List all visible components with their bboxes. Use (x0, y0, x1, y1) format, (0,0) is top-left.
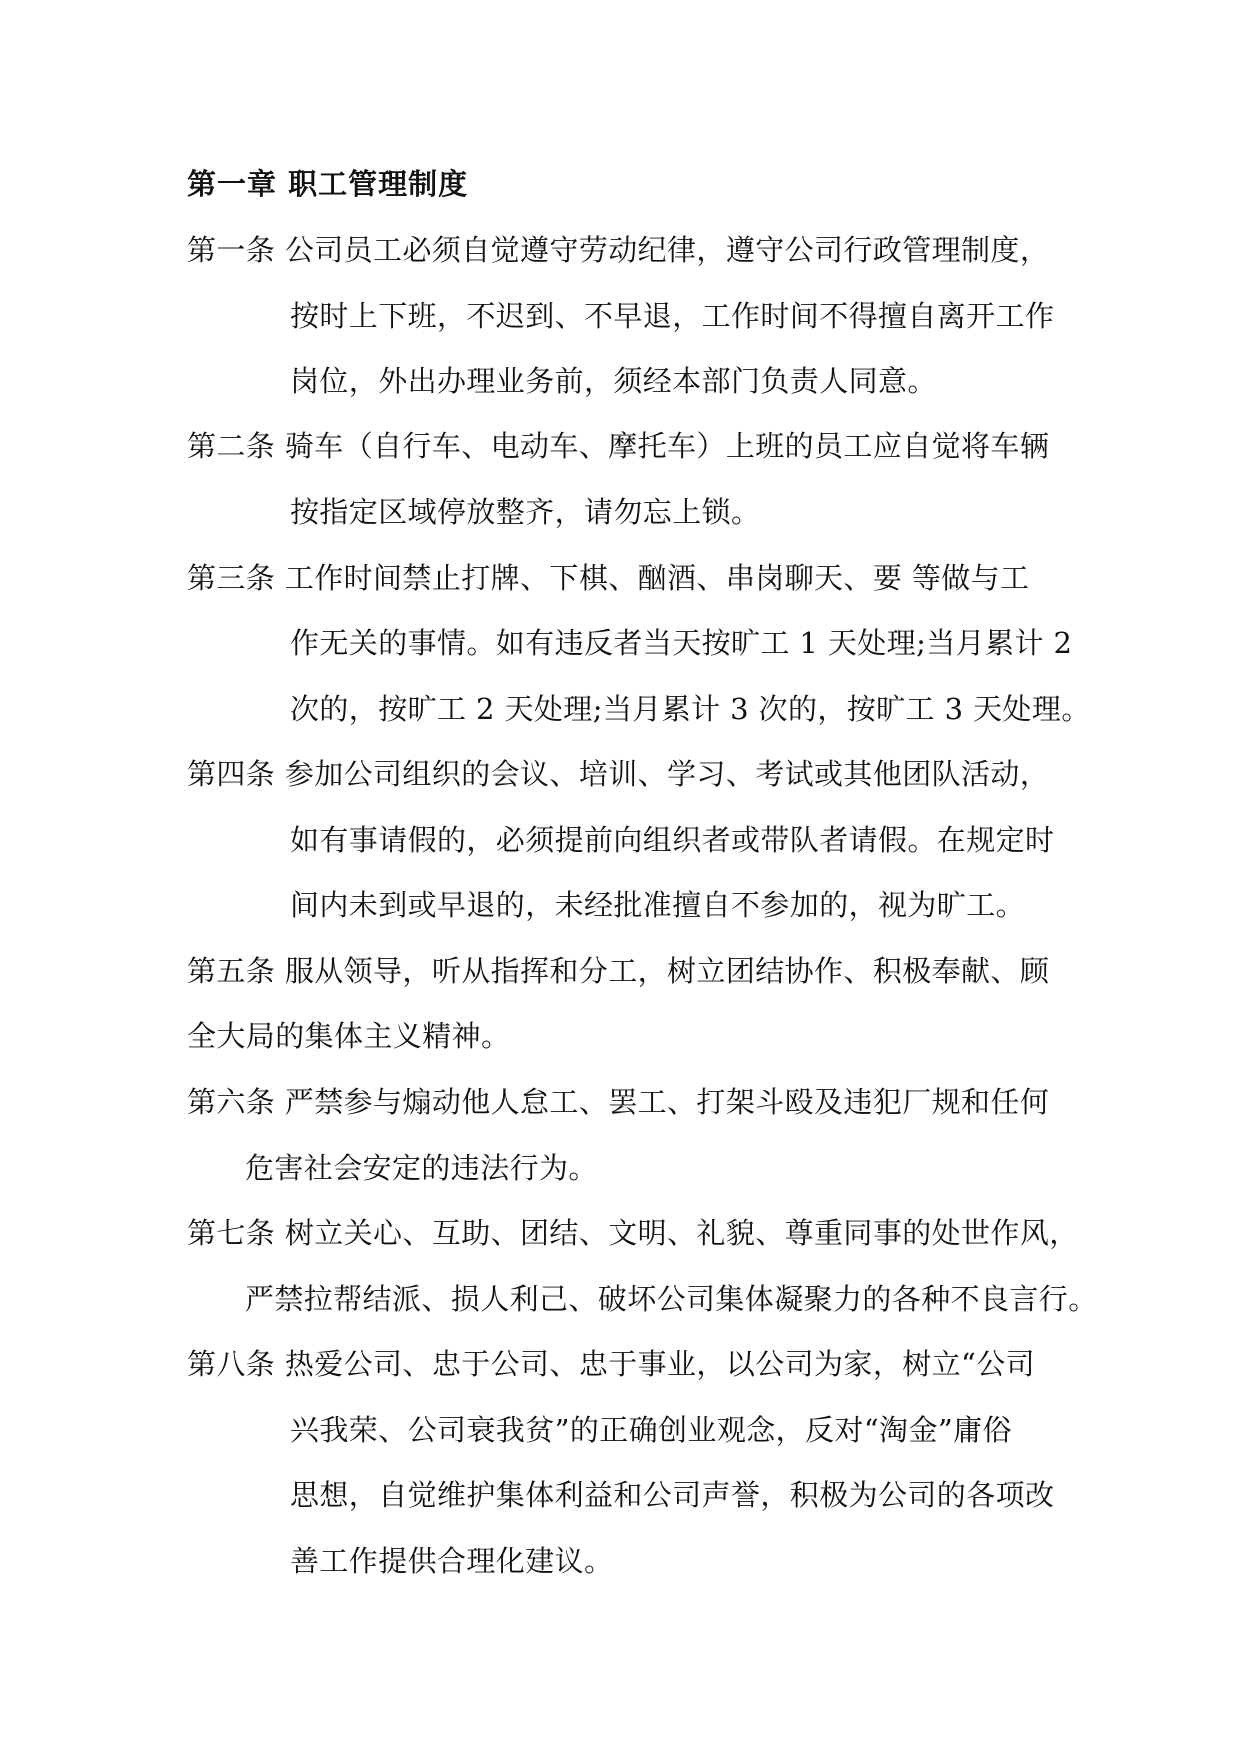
article-4-line-1: 第四条 参加公司组织的会议、培训、学习、考试或其他团队活动， (187, 757, 1050, 791)
article-6-line-1: 第六条 严禁参与煽动他人怠工、罢工、打架斗殴及违犯厂规和任何 (187, 1085, 1050, 1119)
article-4-line-3: 间内未到或早退的，未经批准擅自不参加的，视为旷工。 (290, 888, 1026, 922)
article-2-line-2: 按指定区域停放整齐，请勿忘上锁。 (290, 495, 761, 529)
article-4-line-2: 如有事请假的，必须提前向组织者或带队者请假。在规定时 (290, 823, 1055, 857)
chapter-title: 第一章 职工管理制度 (187, 167, 469, 201)
article-7-line-1: 第七条 树立关心、互助、团结、文明、礼貌、尊重同事的处世作风， (187, 1216, 1079, 1250)
article-2-line-1: 第二条 骑车（自行车、电动车、摩托车）上班的员工应自觉将车辆 (187, 429, 1050, 463)
article-5-line-2: 全大局的集体主义精神。 (187, 1019, 511, 1053)
article-1-line-2: 按时上下班，不迟到、不早退，工作时间不得擅自离开工作 (290, 299, 1055, 333)
article-8-line-4: 善工作提供合理化建议。 (290, 1544, 614, 1578)
article-8-line-2: 兴我荣、公司衰我贫”的正确创业观念，反对“淘金”庸俗 (290, 1413, 1012, 1447)
article-1-line-1: 第一条 公司员工必须自觉遵守劳动纪律，遵守公司行政管理制度， (187, 233, 1050, 267)
article-8-line-1: 第八条 热爱公司、忠于公司、忠于事业，以公司为家，树立“公司 (187, 1347, 1036, 1381)
article-3-line-2: 作无关的事情。如有违反者当天按旷工 1 天处理;当月累计 2 (290, 626, 1073, 660)
article-3-line-1: 第三条 工作时间禁止打牌、下棋、酗酒、串岗聊天、要 等做与工 (187, 561, 1030, 595)
article-7-line-2: 严禁拉帮结派、损人利己、破坏公司集体凝聚力的各种不良言行。 (245, 1282, 1098, 1316)
article-5-line-1: 第五条 服从领导，听从指挥和分工，树立团结协作、积极奉献、顾 (187, 954, 1050, 988)
article-1-line-3: 岗位，外出办理业务前，须经本部门负责人同意。 (290, 364, 937, 398)
article-6-line-2: 危害社会安定的违法行为。 (245, 1151, 598, 1185)
article-8-line-3: 思想，自觉维护集体利益和公司声誉，积极为公司的各项改 (290, 1478, 1055, 1512)
article-3-line-3: 次的，按旷工 2 天处理;当月累计 3 次的，按旷工 3 天处理。 (290, 692, 1091, 726)
